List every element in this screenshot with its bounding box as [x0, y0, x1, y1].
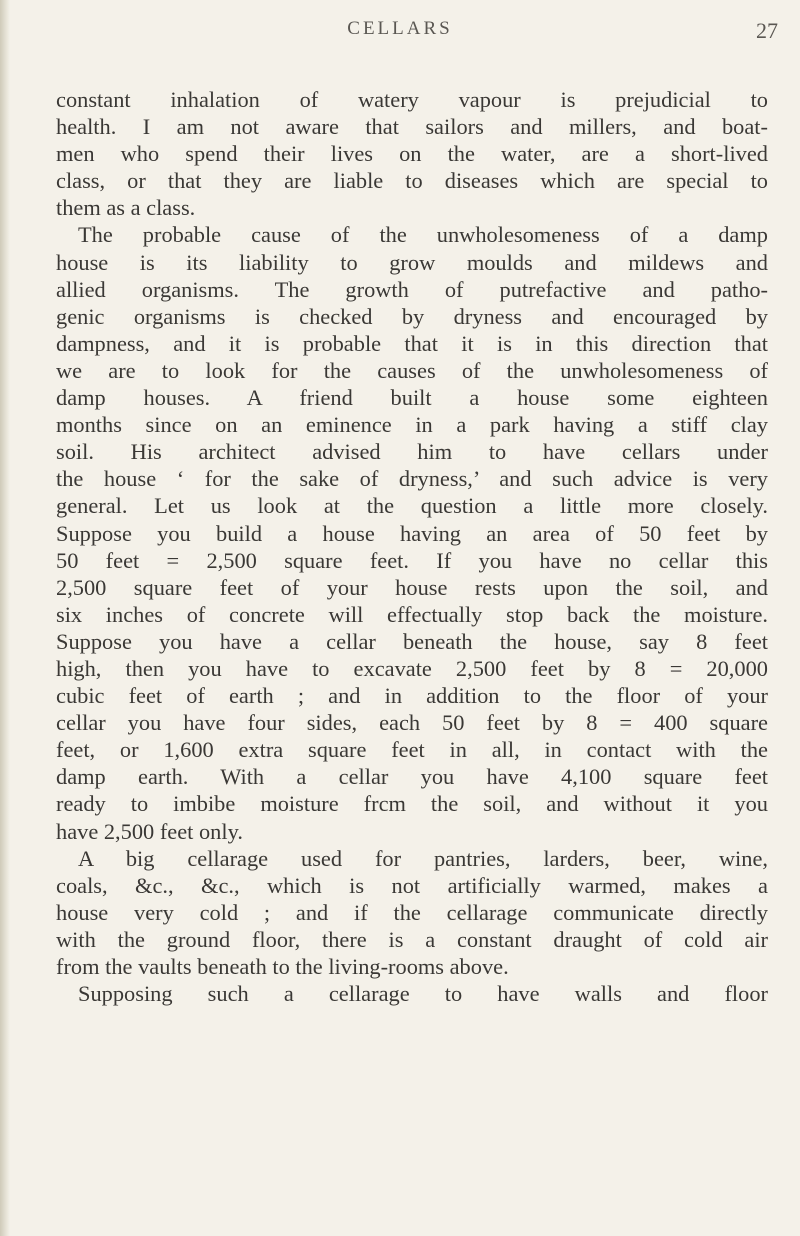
text-line: health. I am not aware that sailors and millers, and boat-: [56, 114, 768, 140]
text-line: Suppose you have a cellar beneath the house, say 8 feet: [56, 628, 768, 654]
body-text: [56, 86, 768, 1007]
text-line: allied organisms. The growth of putrefactive and patho-: [56, 276, 768, 302]
text-line: genic organisms is checked by dryness and encouraged by: [56, 303, 768, 329]
running-head: [0, 10, 800, 50]
text-line: have 2,500 feet only.: [56, 818, 243, 844]
text-line: we are to look for the causes of the unwholesomeness of: [56, 357, 768, 383]
page-number: 27: [756, 18, 778, 43]
text-line: damp houses. A friend built a house some eighteen: [56, 385, 768, 411]
binding-edge: [0, 0, 10, 1236]
text-line: class, or that they are liable to diseases which are special to: [56, 168, 768, 194]
text-line: general. Let us look at the question a little more closely.: [56, 493, 768, 519]
text-line: soil. His architect advised him to have cellars under: [56, 439, 768, 465]
text-line: damp earth. With a cellar you have 4,100 square feet: [56, 764, 768, 790]
text-line: A big cellarage used for pantries, larders, beer, wine,: [78, 845, 768, 871]
text-line: ready to imbibe moisture frcm the soil, and without it you: [56, 791, 768, 817]
text-line: 50 feet = 2,500 square feet. If you have no cellar this: [56, 547, 768, 573]
text-line: feet, or 1,600 extra square feet in all, in contact with the: [56, 737, 768, 763]
text-line: coals, &c., &c., which is not artificially warmed, makes a: [56, 872, 768, 898]
text-line: cubic feet of earth ; and in addition to the floor of your: [56, 683, 768, 709]
text-line: The probable cause of the unwholesomeness of a damp: [78, 222, 768, 248]
text-line: from the vaults beneath to the living-rooms above.: [56, 954, 509, 979]
text-line: men who spend their lives on the water, are a short-lived: [56, 141, 768, 167]
text-line: house very cold ; and if the cellarage communicate directly: [56, 899, 768, 925]
text-line: months since on an eminence in a park having a stiff clay: [56, 412, 768, 438]
text-line: them as a class.: [56, 195, 196, 221]
text-line: 2,500 square feet of your house rests upon the soil, and: [56, 574, 768, 600]
text-line: constant inhalation of watery vapour is prejudicial to: [56, 87, 768, 112]
text-line: the house ‘ for the sake of dryness,’ and such advice is very: [56, 466, 768, 492]
text-line: Supposing such a cellarage to have walls and floor: [78, 981, 768, 1007]
text-line: six inches of concrete will effectually stop back the moisture.: [56, 601, 768, 627]
text-line: house is its liability to grow moulds and mildews and: [56, 249, 768, 275]
text-line: cellar you have four sides, each 50 feet by 8 = 400 square: [56, 710, 768, 736]
text-line: Suppose you build a house having an area of 50 feet by: [56, 520, 768, 546]
running-head-title: CELLARS: [347, 18, 453, 39]
text-line: dampness, and it is probable that it is in this direction that: [56, 330, 768, 356]
text-line: with the ground floor, there is a constant draught of cold air: [56, 926, 768, 952]
text-line: high, then you have to excavate 2,500 feet by 8 = 20,000: [56, 655, 768, 681]
